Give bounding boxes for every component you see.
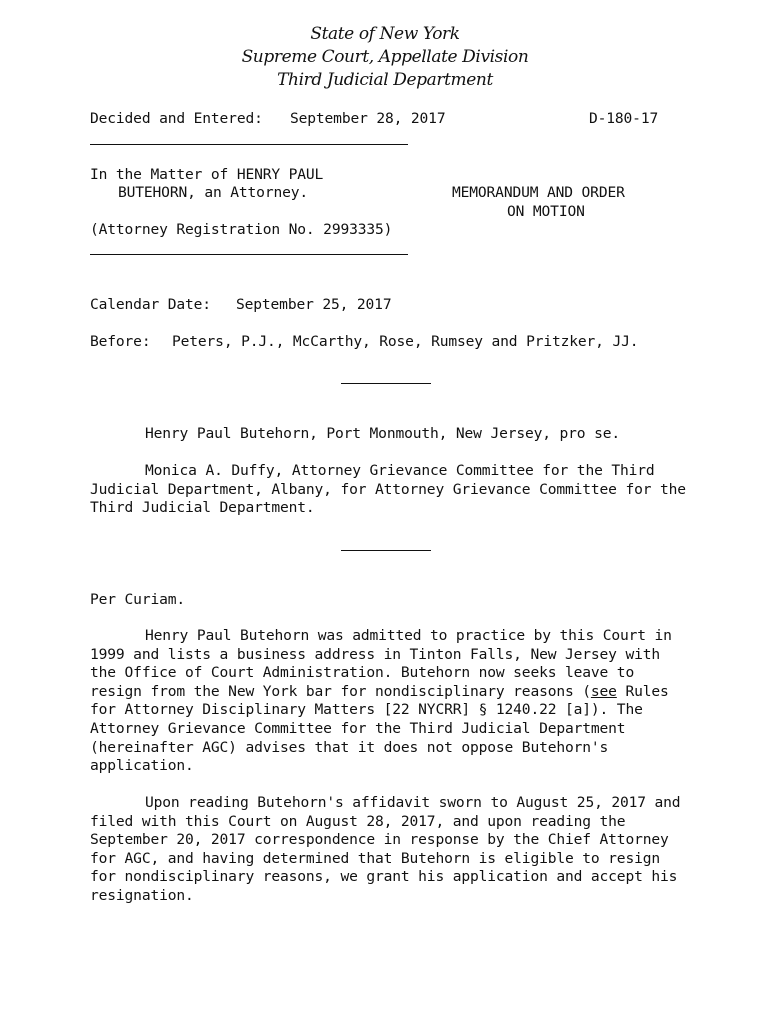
before-label: Before: — [90, 333, 151, 350]
see-signal: see — [590, 682, 617, 700]
opinion-paragraph-1 — [90, 627, 690, 776]
calendar-date: September 25, 2017 — [236, 296, 392, 313]
court-name-line1: State of New York — [310, 24, 460, 44]
court-name-line2: Supreme Court, Appellate Division — [241, 47, 529, 67]
caption-matter-line1: In the Matter of HENRY PAUL — [90, 166, 324, 183]
appearance-committee: Monica A. Duffy, Attorney Grievance Committee for the Third Judicial Department, Albany, for Attorney Grievance Committee for the Third Judicial Department. — [90, 462, 686, 517]
per-curiam-heading: Per Curiam. — [90, 591, 185, 608]
opinion-paragraph-1-text-start: Henry Paul Butehorn was admitted to practice by this Court in 1999 and lists a business address in Tinton Falls, New Jersey with the Office of Court Administration. Butehorn now seeks leave to resign from the New York bar for nondisciplinary reasons ( — [90, 627, 672, 700]
caption-matter-line2: BUTEHORN, an Attorney. — [118, 184, 308, 201]
court-name-line3: Third Judicial Department — [277, 70, 493, 90]
opinion-paragraph-2: Upon reading Butehorn's affidavit sworn to August 25, 2017 and filed with this Court on August 28, 2017, and upon reading the September 20, 2017 correspondence in response by the Chief Attorney for AGC, and having determined that Butehorn is eligible to resign for nondisciplinary reasons, we grant his application and accept his resignation. — [90, 794, 681, 904]
appearance-respondent: Henry Paul Butehorn, Port Monmouth, New Jersey, pro se. — [145, 425, 620, 442]
caption-top-rule — [90, 144, 408, 145]
attorney-registration: (Attorney Registration No. 2993335) — [90, 221, 393, 238]
order-type-line1: MEMORANDUM AND ORDER — [452, 184, 625, 201]
docket-number: D-180-17 — [589, 110, 659, 127]
order-type-line2: ON MOTION — [507, 203, 585, 220]
panel-judges: Peters, P.J., McCarthy, Rose, Rumsey and Pritzker, JJ. — [172, 333, 639, 350]
caption-bottom-rule — [90, 254, 408, 255]
decided-entered-label: Decided and Entered: — [90, 110, 263, 127]
section-divider-2 — [341, 550, 431, 551]
opinion-paragraph-1-text-end: Rules for Attorney Disciplinary Matters [22 NYCRR] § 1240.22 [a]). The Attorney Grievance Committee for the Third Judicial Department (hereinafter AGC) advises that it does not oppose Butehorn's application. — [90, 682, 669, 775]
calendar-date-label: Calendar Date: — [90, 296, 211, 313]
decided-entered-date: September 28, 2017 — [290, 110, 446, 127]
section-divider-1 — [341, 383, 431, 384]
